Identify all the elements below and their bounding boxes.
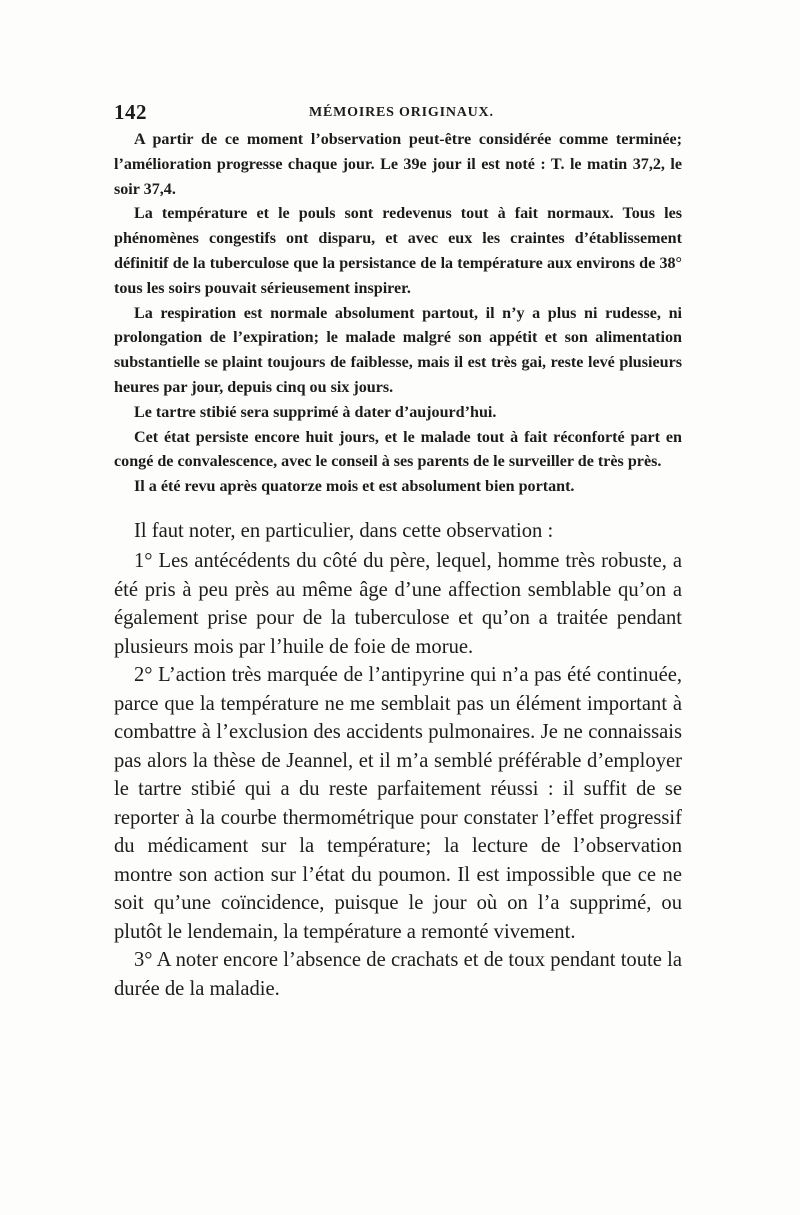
- running-head: [114, 98, 682, 128]
- paragraph-point-3: 3° A noter encore l’absence de crachats et de toux pendant toute la durée de la maladie.: [114, 949, 682, 1000]
- paragraph-observation-end: A partir de ce moment l’observation peut-être considérée comme terminée; l’amélioration progresse chaque jour. Le 39e jour il est noté : T. le matin 37,2, le soir 37,4.: [114, 131, 682, 198]
- paragraph-respiration: La respiration est normale absolument partout, il n’y a plus ni rudesse, ni prolongation de l’expiration; le malade malgré son appétit et son alimentation substantielle se plaint toujours de faiblesse, mais il est très gai, reste levé plusieurs heures par jour, depuis cinq ou six jours.: [114, 304, 682, 396]
- paragraph-follow-up: Il a été revu après quatorze mois et est absolument bien portant.: [134, 478, 575, 496]
- paragraph-normal-temperature: La température et le pouls sont redevenus tout à fait normaux. Tous les phénomènes congestifs ont disparu, et avec eux les craintes d’établissement définitif de la tuberculose que la persistance de la température aux environs de 38° tous les soirs pouvait sérieusement inspirer.: [114, 205, 682, 297]
- commentary: [114, 517, 682, 1004]
- page-number: 142: [114, 100, 147, 124]
- observation-notes: [114, 128, 682, 500]
- text-block: [114, 98, 682, 1003]
- paragraph-to-note: Il faut noter, en particulier, dans cette observation :: [134, 519, 554, 542]
- paragraph-point-2: 2° L’action très marquée de l’antipyrine qui n’a pas été continuée, parce que la température ne me semblait pas un élément important à combattre à l’exclusion des accidents pulmonaires. Je ne connaissais pas alors la thèse de Jeannel, et il m’a semblé préférable d’employer le tartre stibié qui a du reste parfaitement réussi : il suffit de se reporter à la courbe thermométrique pour constater l’effet progressif du médicament sur la température; la lecture de l’observation montre son action sur l’état du poumon. Il est impossible que ce ne soit qu’une coïncidence, puisque le jour où on l’a supprimé, ou plutôt le lendemain, la température a remonté vivement.: [114, 664, 682, 943]
- journal-title: MÉMOIRES ORIGINAUX.: [309, 105, 494, 120]
- paragraph-tartre-stibie: Le tartre stibié sera supprimé à dater d’aujourd’hui.: [134, 403, 497, 421]
- paragraph-convalescence: Cet état persiste encore huit jours, et le malade tout à fait réconforté part en congé de convalescence, avec le conseil à ses parents de le surveiller de très près.: [114, 428, 682, 471]
- paragraph-point-1: 1° Les antécédents du côté du père, lequel, homme très robuste, a été pris à peu près au même âge d’une affection semblable qu’on a également prise pour de la tuberculose et qu’on a traitée pendant plusieurs mois par l’huile de foie de morue.: [114, 550, 682, 658]
